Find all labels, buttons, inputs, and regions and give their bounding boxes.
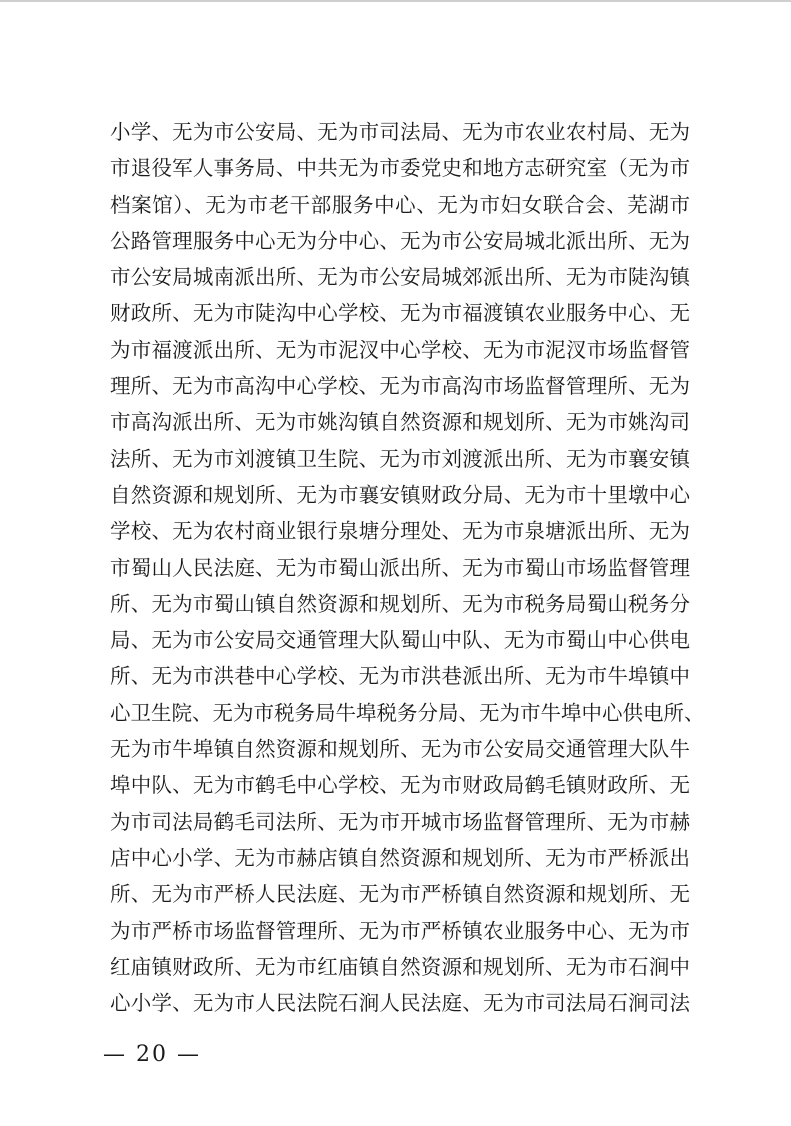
text-line: 为市福渡派出所、无为市泥汊中心学校、无为市泥汊市场监督管 [110, 337, 690, 362]
text-line: 店中心小学、无为市赫店镇自然资源和规划所、无为市严桥派出 [110, 845, 690, 870]
page-number: — 20 — [103, 1042, 201, 1067]
text-line: 公路管理服务中心无为分中心、无为市公安局城北派出所、无为 [110, 228, 690, 253]
text-line: 小学、无为市公安局、无为市司法局、无为市农业农村局、无为 [110, 120, 690, 144]
text-line: 埠中队、无为市鹤毛中心学校、无为市财政局鹤毛镇财政所、无 [110, 773, 690, 798]
text-line: 所、无为市严桥人民法庭、无为市严桥镇自然资源和规划所、无 [110, 882, 690, 907]
text-line: 法所、无为市刘渡镇卫生院、无为市刘渡派出所、无为市襄安镇 [110, 446, 690, 471]
text-line: 财政所、无为市陡沟中心学校、无为市福渡镇农业服务中心、无 [110, 301, 690, 326]
text-line: 市公安局城南派出所、无为市公安局城郊派出所、无为市陡沟镇 [110, 265, 690, 290]
text-line: 为市严桥市场监督管理所、无为市严桥镇农业服务中心、无为市 [110, 918, 690, 943]
text-line: 为市司法局鹤毛司法所、无为市开城市场监督管理所、无为市赫 [110, 809, 690, 834]
text-line: 市高沟派出所、无为市姚沟镇自然资源和规划所、无为市姚沟司 [110, 410, 690, 435]
text-line: 无为市牛埠镇自然资源和规划所、无为市公安局交通管理大队牛 [110, 737, 690, 762]
text-line: 所、无为市蜀山镇自然资源和规划所、无为市税务局蜀山税务分 [110, 591, 690, 616]
text-line: 理所、无为市高沟中心学校、无为市高沟市场监督管理所、无为 [110, 374, 690, 399]
text-line: 红庙镇财政所、无为市红庙镇自然资源和规划所、无为市石涧中 [110, 954, 690, 979]
text-line: 心卫生院、无为市税务局牛埠税务分局、无为市牛埠中心供电所、 [110, 700, 705, 725]
text-line: 市退役军人事务局、中共无为市委党史和地方志研究室（无为市 [110, 156, 690, 181]
text-line: 学校、无为农村商业银行泉塘分理处、无为市泉塘派出所、无为 [110, 519, 690, 544]
text-line: 所、无为市洪巷中心学校、无为市洪巷派出所、无为市牛埠镇中 [110, 664, 690, 689]
document-body [110, 114, 705, 1021]
text-line: 局、无为市公安局交通管理大队蜀山中队、无为市蜀山中心供电 [110, 628, 690, 653]
text-line: 市蜀山人民法庭、无为市蜀山派出所、无为市蜀山市场监督管理 [110, 555, 690, 580]
page-top-edge [0, 0, 791, 2]
text-line: 自然资源和规划所、无为市襄安镇财政分局、无为市十里墩中心 [110, 482, 690, 507]
text-line: 档案馆）、无为市老干部服务中心、无为市妇女联合会、芜湖市 [110, 192, 690, 217]
text-line: 心小学、无为市人民法院石涧人民法庭、无为市司法局石涧司法 [110, 991, 690, 1016]
